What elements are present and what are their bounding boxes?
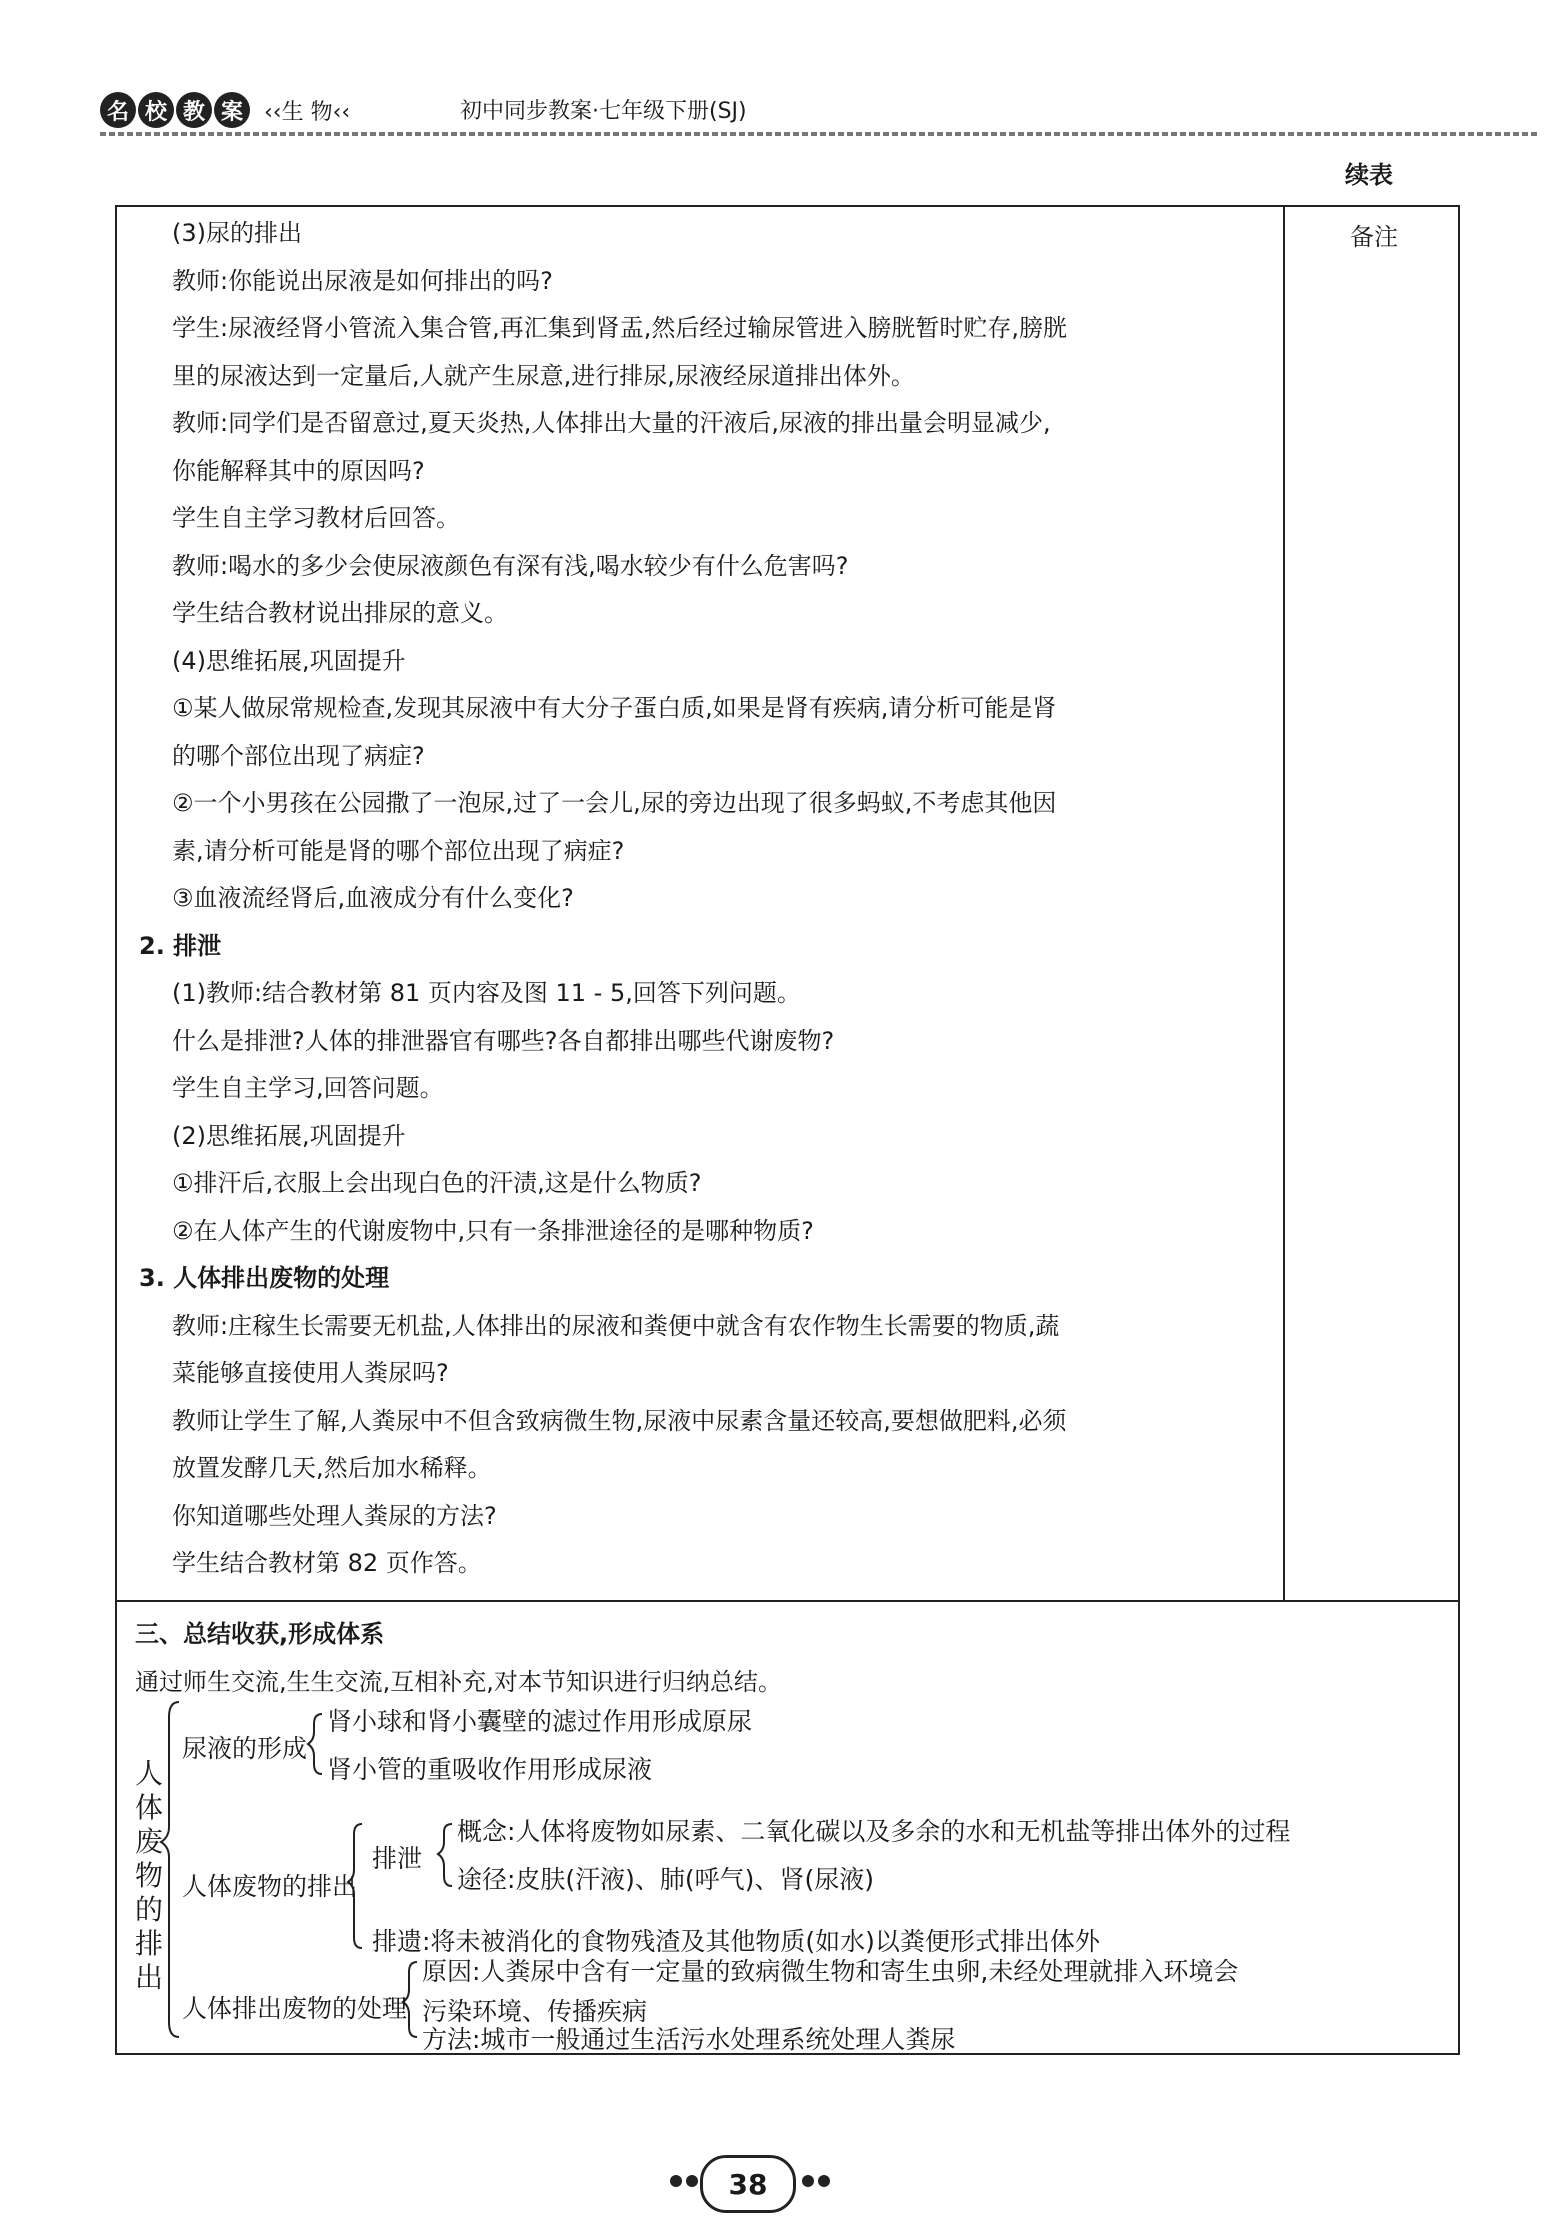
lesson-line: 教师:你能说出尿液是如何排出的吗? [172,266,553,295]
page-footer [700,2155,796,2213]
lesson-line: ③血液流经肾后,血液成分有什么变化? [172,884,574,912]
lesson-line: 学生结合教材说出排尿的意义。 [172,599,508,627]
lesson-line: 教师:喝水的多少会使尿液颜色有深有浅,喝水较少有什么危害吗? [172,551,849,580]
branch-waste-treatment: 人体排出废物的处理 [182,1994,408,2023]
brand-logo [100,92,250,128]
lesson-line: ②在人体产生的代谢废物中,只有一条排泄途径的是哪种物质? [172,1216,814,1245]
lesson-table [115,205,1460,2055]
excretion-item: 概念:人体将废物如尿素、二氧化碳以及多余的水和无机盐等排出体外的过程 [457,1817,1291,1846]
lesson-line: ②一个小男孩在公园撒了一泡尿,过了一会儿,尿的旁边出现了很多蚂蚁,不考虑其他因 [172,789,1057,817]
subject-label: ‹‹生 物‹‹ [264,99,351,125]
branch1-brace [308,1714,322,1774]
lesson-line: (1)教师:结合教材第 81 页内容及图 11 - 5,回答下列问题。 [172,979,801,1007]
brand-char: 名 [100,92,136,128]
continued-label: 续表 [1345,161,1393,189]
footer-dot [670,2175,682,2187]
treatment-item: 污染环境、传播疾病 [422,1997,648,2026]
treatment-item: 原因:人粪尿中含有一定量的致病微生物和寄生虫卵,未经处理就排入环境会 [422,1957,1239,1986]
lesson-line: 里的尿液达到一定量后,人就产生尿意,进行排尿,尿液经尿道排出体外。 [172,361,915,390]
excretion-brace [438,1824,452,1886]
urine-item: 肾小球和肾小囊壁的滤过作用形成原尿 [327,1707,753,1736]
lesson-line: 学生自主学习,回答问题。 [172,1074,444,1102]
branch-waste-discharge: 人体废物的排出 [182,1872,358,1901]
brand-char: 校 [138,92,174,128]
summary-section [117,1602,1458,2053]
urine-item: 肾小管的重吸收作用形成尿液 [327,1755,653,1784]
lesson-line: 教师:庄稼生长需要无机盐,人体排出的尿液和粪便中就含有农作物生长需要的物质,蔬 [172,1311,1060,1340]
treatment-item: 方法:城市一般通过生活污水处理系统处理人粪尿 [422,2025,956,2054]
concept-root-label: 人体废物的排出 [134,1757,163,1994]
egestion-item: 排遗:将未被消化的食物残渣及其他物质(如水)以粪便形式排出体外 [372,1927,1100,1956]
brand-char: 案 [214,92,250,128]
section-heading: 2. 排泄 [139,931,222,960]
lesson-line: (2)思维拓展,巩固提升 [172,1121,406,1150]
page-number: 38 [700,2155,796,2213]
lesson-line: 你知道哪些处理人粪尿的方法? [172,1501,497,1530]
lesson-line: 素,请分析可能是肾的哪个部位出现了病症? [172,836,625,865]
book-title: 初中同步教案·七年级下册(SJ) [460,99,747,124]
lesson-line: 教师让学生了解,人粪尿中不但含致病微生物,尿液中尿素含量还较高,要想做肥料,必须 [172,1406,1067,1435]
branch-urine-formation: 尿液的形成 [182,1734,308,1763]
lesson-line: 教师:同学们是否留意过,夏天炎热,人体排出大量的汗液后,尿液的排出量会明显减少, [172,409,1051,437]
lesson-line: 什么是排泄?人体的排泄器官有哪些?各自都排出哪些代谢废物? [172,1026,835,1055]
excretion-label: 排泄 [372,1844,423,1873]
notes-cell [1285,207,1460,1602]
lesson-line: 菜能够直接使用人粪尿吗? [172,1359,449,1387]
lesson-line: 你能解释其中的原因吗? [172,456,425,485]
notes-label: 备注 [1350,223,1398,251]
lesson-line: 学生结合教材第 82 页作答。 [172,1549,482,1577]
lesson-line: (3)尿的排出 [172,219,302,247]
footer-dot [818,2175,830,2187]
summary-intro: 通过师生交流,生生交流,互相补充,对本节知识进行归纳总结。 [135,1668,782,1696]
section-heading: 3. 人体排出废物的处理 [139,1264,390,1292]
excretion-item: 途径:皮肤(汗液)、肺(呼气)、肾(尿液) [457,1865,874,1894]
lesson-line: 的哪个部位出现了病症? [172,741,425,770]
series-brand [100,90,350,130]
lesson-line: 学生自主学习教材后回答。 [172,504,460,532]
lesson-line: ①某人做尿常规检查,发现其尿液中有大分子蛋白质,如果是肾有疾病,请分析可能是肾 [172,694,1057,722]
lesson-line: ①排汗后,衣服上会出现白色的汗渍,这是什么物质? [172,1169,702,1197]
summary-title: 三、总结收获,形成体系 [135,1620,385,1648]
header-divider [100,132,1540,136]
lesson-line: 放置发酵几天,然后加水稀释。 [172,1454,492,1482]
page-header [100,90,1540,140]
lesson-content-cell [117,207,1285,1602]
lesson-line: (4)思维拓展,巩固提升 [172,646,406,675]
brand-char: 教 [176,92,212,128]
footer-dot [802,2175,814,2187]
lesson-line: 学生:尿液经肾小管流入集合管,再汇集到肾盂,然后经过输尿管进入膀胱暂时贮存,膀胱 [172,314,1067,342]
footer-dot [686,2175,698,2187]
